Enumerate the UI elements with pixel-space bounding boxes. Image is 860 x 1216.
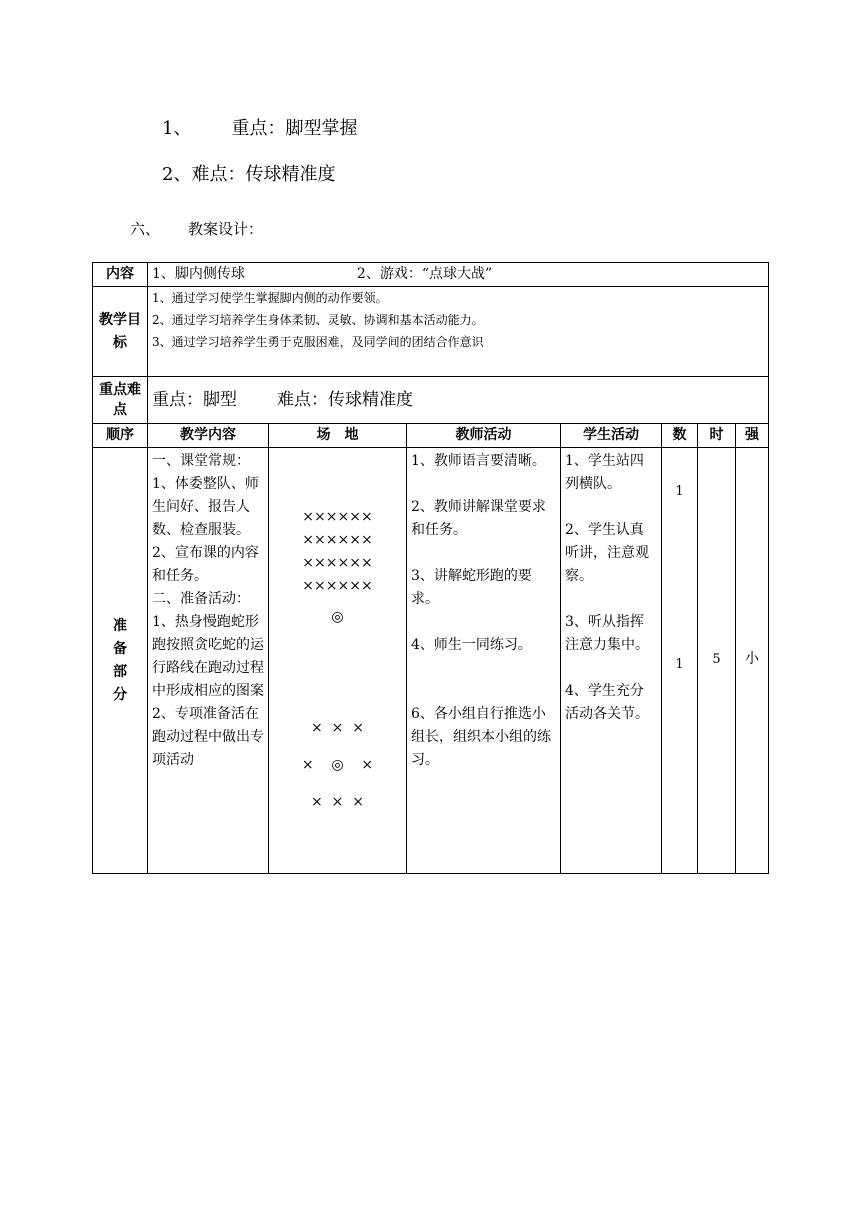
formation-row: ×××××× <box>302 555 373 571</box>
teaching-content-cell: 一、课堂常规： 1、体委整队、师生问好、报告人数、检查服装。 2、宣布课的内容和任务。 二、准备活动： 1、热身慢跑蛇形跑按照贪吃蛇的运行路线在跑动过程中形成相应的图案 2、专项准备活在跑动过程中做出专项活动 <box>148 448 269 874</box>
venue-cell <box>269 448 407 874</box>
key-point-number: 1、 <box>162 118 192 139</box>
circle-row-bottom: × × × <box>311 794 364 810</box>
time-value: 5 <box>712 652 721 667</box>
header-student-activity: 学生活动 <box>561 424 662 448</box>
key-point-value: 重点：脚型 <box>152 389 237 410</box>
teacher-mark: ◎ <box>331 609 344 625</box>
formation-row: ×××××× <box>302 509 373 525</box>
lesson-plan-table <box>92 262 769 874</box>
goal-item: 2、通过学习培养学生身体柔韧、灵敏、协调和基本活动能力。 <box>152 313 484 327</box>
teacher-activity-cell: 1、教师语言要清晰。 2、教师讲解课堂要求和任务。 3、讲解蛇形跑的要求。 4、师生一同练习。 6、各小组自行推选小组长，组织本小组的练习。 <box>407 448 561 874</box>
content-item-2: 2、游戏：“点球大战” <box>356 266 493 282</box>
header-time: 时 <box>698 424 736 448</box>
header-venue: 场 地 <box>269 424 407 448</box>
key-difficult-cell <box>148 377 769 424</box>
key-point-text: 重点：脚型掌握 <box>231 118 358 139</box>
goal-item: 1、通过学习使学生掌握脚内侧的动作要领。 <box>152 291 388 305</box>
count-value: 1 <box>675 484 684 499</box>
difficult-point-value: 难点：传球精准度 <box>277 389 413 410</box>
formation-row: ×××××× <box>302 532 373 548</box>
time-cell <box>698 448 736 874</box>
count-value: 1 <box>675 657 684 672</box>
key-difficult-label: 重点难点 <box>93 377 148 424</box>
content-row <box>148 263 769 287</box>
section-number: 六、 <box>130 220 161 238</box>
section-label-text: 准备部分 <box>112 617 127 703</box>
key-point-line <box>162 114 357 140</box>
header-teacher-activity: 教师活动 <box>407 424 561 448</box>
student-activity-cell: 1、学生站四列横队。 2、学生认真听讲，注意观察。 3、听从指挥注意力集中。 4、学生充分活动各关节。 <box>561 448 662 874</box>
section-title: 教案设计： <box>188 220 264 238</box>
goal-label: 教学目标 <box>93 287 148 377</box>
difficult-point-line: 2、难点：传球精准度 <box>162 164 336 185</box>
content-item-1: 1、脚内侧传球 <box>152 266 245 282</box>
goal-item: 3、通过学习培养学生勇于克服困难，及同学间的团结合作意识 <box>152 335 484 349</box>
header-order: 顺序 <box>93 424 148 448</box>
header-intensity: 强 <box>736 424 769 448</box>
goals-cell <box>148 287 769 377</box>
circle-row-middle: × ◎ × <box>301 757 374 773</box>
header-teaching-content: 教学内容 <box>148 424 269 448</box>
header-count: 数 <box>662 424 698 448</box>
intensity-value: 小 <box>745 651 760 667</box>
section-label <box>93 448 148 874</box>
count-cell <box>662 448 698 874</box>
formation-row: ×××××× <box>302 578 373 594</box>
content-label: 内容 <box>93 263 148 287</box>
intensity-cell <box>736 448 769 874</box>
circle-row-top: × × × <box>311 720 364 736</box>
section-heading <box>130 218 263 239</box>
